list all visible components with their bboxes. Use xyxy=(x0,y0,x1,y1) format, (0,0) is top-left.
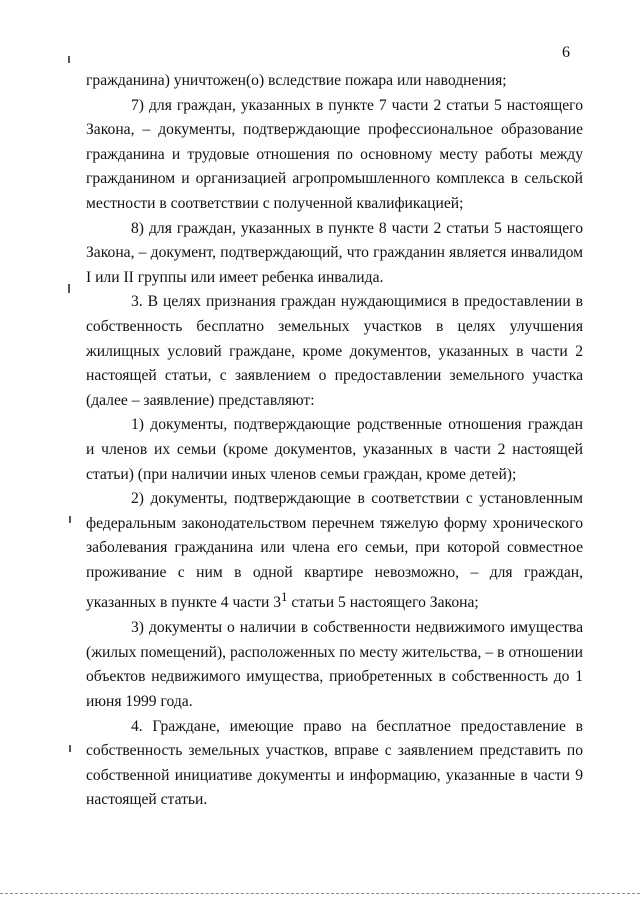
paragraph-text: 2) документы, подтверждающие в соответствии с установленным федеральным законодательством перечнем тяжелую форму хронического заболевания гражданина или члена его семьи, при которой совместное проживание с ним в одной квартире невозможно, – для граждан, указанных в пункте 4 части 3 xyxy=(86,490,583,612)
scan-mark xyxy=(69,516,71,523)
paragraph-part-3: 3. В целях признания граждан нуждающимися в предоставлении в собственность бесплатно земельных участков в целях улучшения жилищных условий граждане, кроме документов, указанных в части 2 настоящей статьи, с заявлением о предоставлении земельного участка (далее – заявление) представляют: xyxy=(86,293,583,409)
paragraph-part-4: 4. Граждане, имеющие право на бесплатное предоставление в собственность земельных участков, вправе с заявлением представить по собственной инициативе документы и информацию, указанные в части 9 настоящей статьи. xyxy=(86,717,583,809)
paragraph-text: статьи 5 настоящего Закона; xyxy=(287,594,479,612)
scan-mark xyxy=(68,56,70,63)
paragraph-item-8: 8) для граждан, указанных в пункте 8 части 2 статьи 5 настоящего Закона, – документ, подтверждающий, что гражданин является инвалидом I или II группы или имеет ребенка инвалида. xyxy=(86,219,583,286)
document-body xyxy=(86,69,583,813)
paragraph-part-3-item-1: 1) документы, подтверждающие родственные отношения граждан и членов их семьи (кроме документов, указанных в части 2 настоящей статьи) (при наличии иных членов семьи граждан, кроме детей); xyxy=(86,416,583,483)
paragraph-continuation: гражданина) уничтожен(о) вследствие пожара или наводнения; xyxy=(86,72,507,89)
page-number: 6 xyxy=(562,44,570,61)
paragraph-part-3-item-3: 3) документы о наличии в собственности недвижимого имущества (жилых помещений), расположенных по месту жительства, – в отношении объектов недвижимого имущества, приобретенных в собственность до 1 июня 1999 года. xyxy=(86,619,583,711)
paragraph-part-3-item-2 xyxy=(86,487,583,616)
scan-mark xyxy=(68,284,70,293)
paragraph-item-7: 7) для граждан, указанных в пункте 7 части 2 статьи 5 настоящего Закона, – документы, подтверждающие профессиональное образование гражданина и трудовые отношения по основному месту работы между гражданином и организацией агропромышленного комплекса в сельской местности в соответствии с полученной квалификацией; xyxy=(86,96,583,212)
scan-mark xyxy=(69,745,71,752)
superscript: 1 xyxy=(281,589,288,605)
scan-bottom-edge xyxy=(0,893,640,894)
